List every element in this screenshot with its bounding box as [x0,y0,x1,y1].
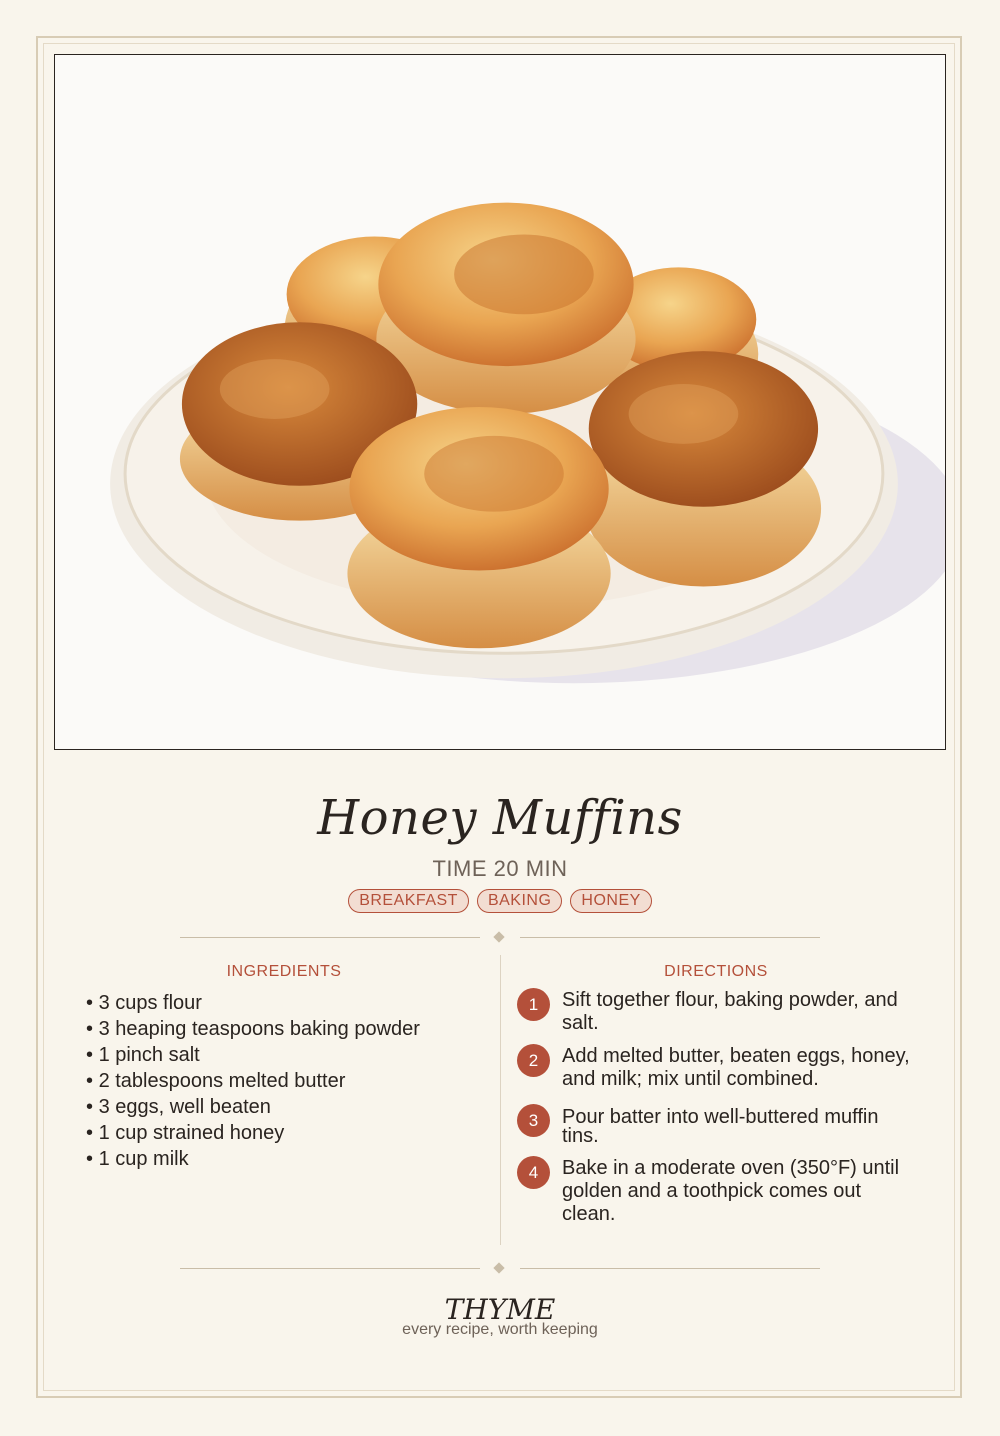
ingredients-heading: INGREDIENTS [226,963,342,980]
ingredient-item: • 1 cup strained honey [86,1120,486,1146]
step-number-badge: 4 [517,1156,550,1189]
directions-heading: DIRECTIONS [664,963,768,980]
column-divider [500,955,501,1245]
brand-tagline: every recipe, worth keeping [402,1321,598,1338]
diamond-ornament [493,1262,504,1273]
divider-bottom [180,1262,820,1276]
step-text: Pour batter into well-buttered muffin tins. [562,1106,879,1147]
diamond-ornament [493,931,504,942]
recipe-title: Honey Muffins [317,790,683,846]
tag-baking[interactable]: BAKING [477,889,562,913]
step-text: Bake in a moderate oven (350°F) until golden and a toothpick comes out clean. [562,1157,900,1225]
step-text: Add melted butter, beaten eggs, honey, and milk; mix until combined. [562,1045,910,1090]
step-text: Sift together flour, baking powder, and salt. [562,989,898,1034]
ingredient-item: • 3 cups flour [86,990,486,1016]
brand-logo: THYME [444,1293,556,1326]
recipe-time: TIME 20 MIN [432,856,568,881]
step-number-badge: 2 [517,1044,550,1077]
tag-list [0,889,1000,913]
ingredient-item: • 1 cup milk [86,1146,486,1172]
muffin-front [347,407,610,648]
ingredient-item: • 2 tablespoons melted butter [86,1068,486,1094]
muffin-right [586,351,821,586]
divider-top [180,931,820,945]
ingredient-item: • 1 pinch salt [86,1042,486,1068]
ingredient-item: • 3 heaping teaspoons baking powder [86,1016,486,1042]
tag-breakfast[interactable]: BREAKFAST [348,889,469,913]
ingredient-item: • 3 eggs, well beaten [86,1094,486,1120]
step-number-badge: 1 [517,988,550,1021]
tag-honey[interactable]: HONEY [570,889,651,913]
ingredients-list [86,990,486,1172]
recipe-photo [54,54,946,750]
muffin-top-center [376,203,635,414]
step-number-badge: 3 [517,1104,550,1137]
